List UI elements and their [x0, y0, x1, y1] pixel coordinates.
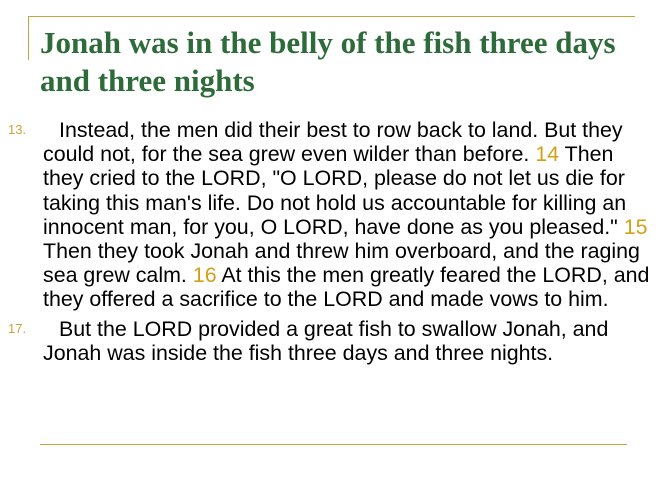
verse-number-14: 14 — [535, 142, 560, 167]
slide-title: Jonah was in the belly of the fish three days and three nights — [40, 25, 616, 98]
verse-number-16: 16 — [192, 263, 217, 288]
paragraph-number: 13. — [8, 122, 27, 137]
left-divider — [28, 16, 29, 60]
paragraph-17 — [0, 317, 660, 365]
scripture-list — [0, 118, 660, 365]
top-divider — [28, 16, 635, 17]
verse-number-15: 15 — [623, 214, 648, 239]
verse-text: But the LORD provided a great fish to swallow Jonah, and Jonah was inside the fish three days and three nights. — [43, 316, 609, 365]
verse-text: Instead, the men did their best to row back to land. But they could not, for the sea grew even wilder than before. — [43, 118, 623, 167]
verse-text: At this the men greatly feared the LORD, and they offered a sacrifice to the LORD and made vows to him. — [43, 263, 650, 312]
verse-text: Then they took Jonah and threw him overboard, and the raging sea grew calm. — [43, 239, 640, 288]
bottom-divider — [40, 444, 627, 445]
paragraph-number: 17. — [8, 320, 27, 336]
verse-text: Then they cried to the LORD, "O LORD, please do not let us die for taking this man's life. Do not hold us accountable for killing an innocent man, for you, O LORD, have done as you pleased." — [43, 142, 627, 239]
paragraph-13 — [0, 118, 660, 312]
